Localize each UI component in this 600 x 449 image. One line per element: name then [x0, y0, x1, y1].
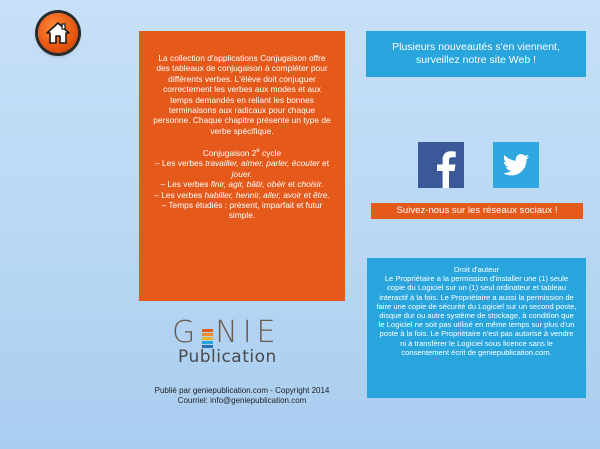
description-panel	[139, 31, 345, 301]
rights-title: Droit d'auteur	[453, 265, 500, 274]
logo-bar	[202, 329, 213, 332]
social-follow-label: Suivez-nous sur les réseaux sociaux !	[371, 203, 583, 219]
copyright-text: Publié par geniepublication.com - Copyright 2014	[154, 386, 330, 395]
genie-publication-logo: G NIE Publication	[172, 315, 281, 367]
logo-bar	[202, 333, 213, 336]
verb-group-2: – Les verbes finir, agir, bâtir, obéir et choisir.	[160, 179, 324, 190]
cycle-title: Conjugaison 2e cycle	[202, 148, 282, 159]
copyright-panel	[367, 258, 586, 398]
verb-group-1: – Les verbes travailler, aimer, parler, écouter et jouer.	[154, 158, 330, 179]
footer-credits	[117, 386, 367, 406]
verb-group-3: – Les verbes habiller, hennir, aller, avoir et être.	[154, 189, 330, 200]
logo-bar	[202, 337, 213, 340]
contact-email: Courriel: info@geniepublication.com	[177, 396, 307, 405]
facebook-icon[interactable]	[418, 142, 464, 188]
home-button[interactable]	[38, 13, 78, 53]
home-icon	[45, 20, 71, 46]
tenses-studied: – Temps étudiés : présent, imparfait et futur simple.	[161, 200, 323, 221]
twitter-icon[interactable]	[493, 142, 539, 188]
logo-bars	[202, 329, 213, 348]
rights-body: Le Propriétaire a la permission d'installer une (1) seule copie du Logiciel sur un (1) seul ordinateur et tableau interactif à la fois. Le Propriétaire a aussi la permission de faire une copie de sécurité du Logiciel sur un second poste, disque dur ou autre système de stockage, à condition que le Logiciel ne soit pas utilisé en même temps sur plus d'un poste à la fois. Le Propriétaire n'est pas autorisé à vendre ni à transférer le Logiciel sous licence sans le consentement écrit de geniepublication.com.	[376, 274, 577, 357]
news-text: Plusieurs nouveautés s'en viennent, surveillez notre site Web !	[392, 41, 560, 66]
news-banner	[366, 31, 586, 77]
logo-bar	[202, 341, 213, 344]
description-intro: La collection d'applications Conjugaison offre des tableaux de conjugaison à compléter pour différents verbes. L'élève doit conjuguer correctement les verbes aux modes et aux temps demandés en reliant les bonnes terminaisons aux radicaux pour chaque personne. Chaque chapitre présente un type de verbe spécifique.	[153, 53, 331, 136]
